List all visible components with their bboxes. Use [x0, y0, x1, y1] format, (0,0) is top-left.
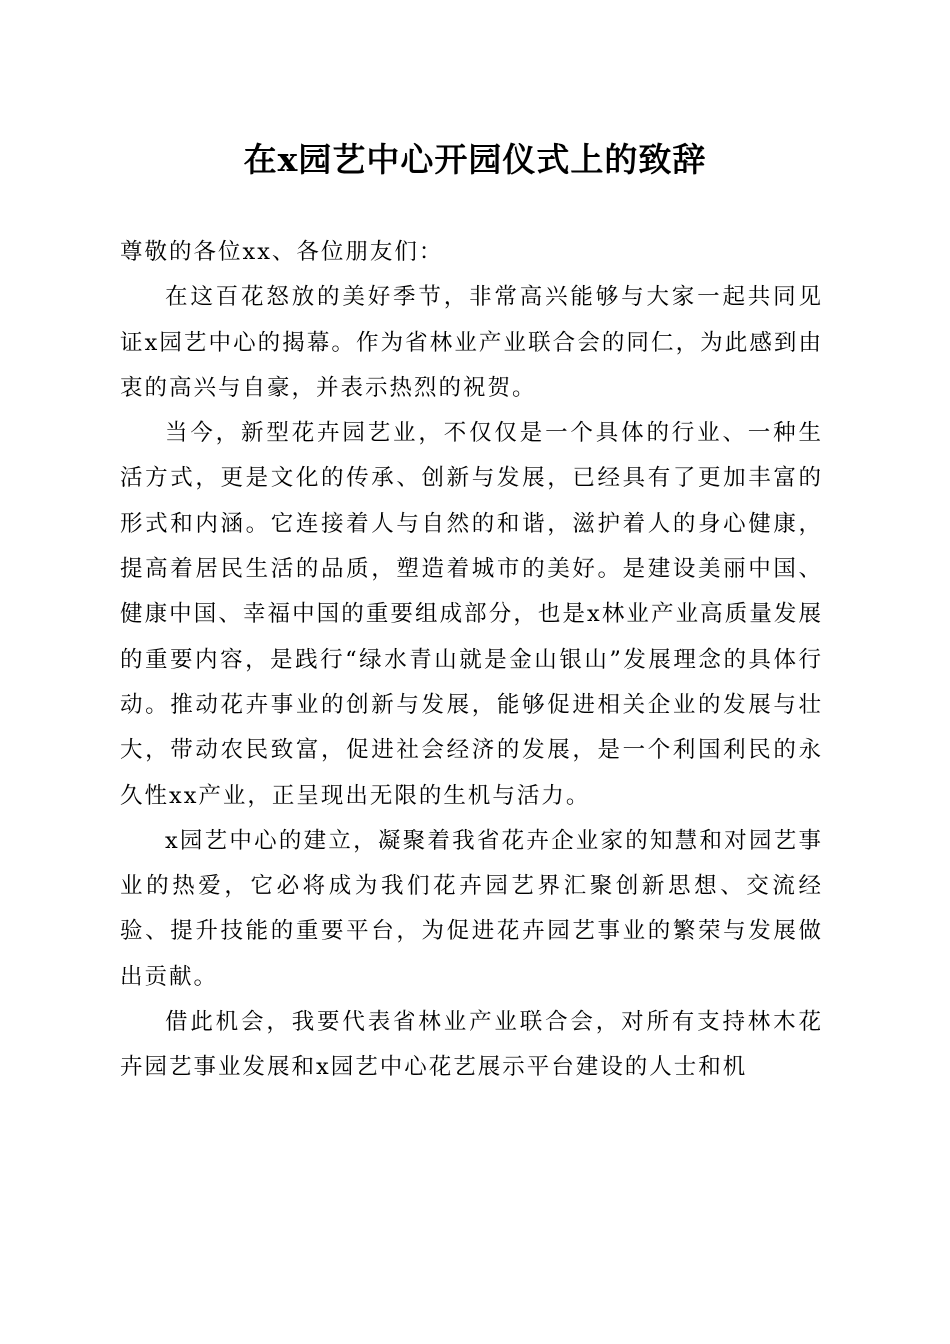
document-title: 在x园艺中心开园仪式上的致辞 — [243, 140, 707, 179]
paragraph: x园艺中心的建立，凝聚着我省花卉企业家的知慧和对园艺事业的热爱，它必将成为我们花卉园艺界汇聚创新思想、交流经验、提升技能的重要平台，为促进花卉园艺事业的繁荣与发展做出贡献。 — [120, 827, 823, 990]
document-body — [120, 230, 823, 1091]
paragraph: 当今，新型花卉园艺业，不仅仅是一个具体的行业、一种生活方式，更是文化的传承、创新与发展，已经具有了更加丰富的形式和内涵。它连接着人与自然的和谐，滋护着人的身心健康，提高着居民生活的品质，塑造着城市的美好。是建设美丽中国、健康中国、幸福中国的重要组成部分，也是x林业产业高质量发展的重要内容，是践行“绿水青山就是金山银山”发展理念的具体行动。推动花卉事业的创新与发展，能够促进相关企业的发展与壮大，带动农民致富，促进社会经济的发展，是一个利国利民的永久性xx产业，正呈现出无限的生机与活力。 — [120, 420, 823, 809]
paragraph: 在这百花怒放的美好季节，非常高兴能够与大家一起共同见证x园艺中心的揭幕。作为省林业产业联合会的同仁，为此感到由衷的高兴与自豪，并表示热烈的祝贺。 — [120, 284, 823, 401]
salutation: 尊敬的各位xx、各位朋友们： — [120, 239, 444, 265]
paragraph: 借此机会，我要代表省林业产业联合会，对所有支持林木花卉园艺事业发展和x园艺中心花艺展示平台建设的人士和机 — [120, 1009, 823, 1081]
